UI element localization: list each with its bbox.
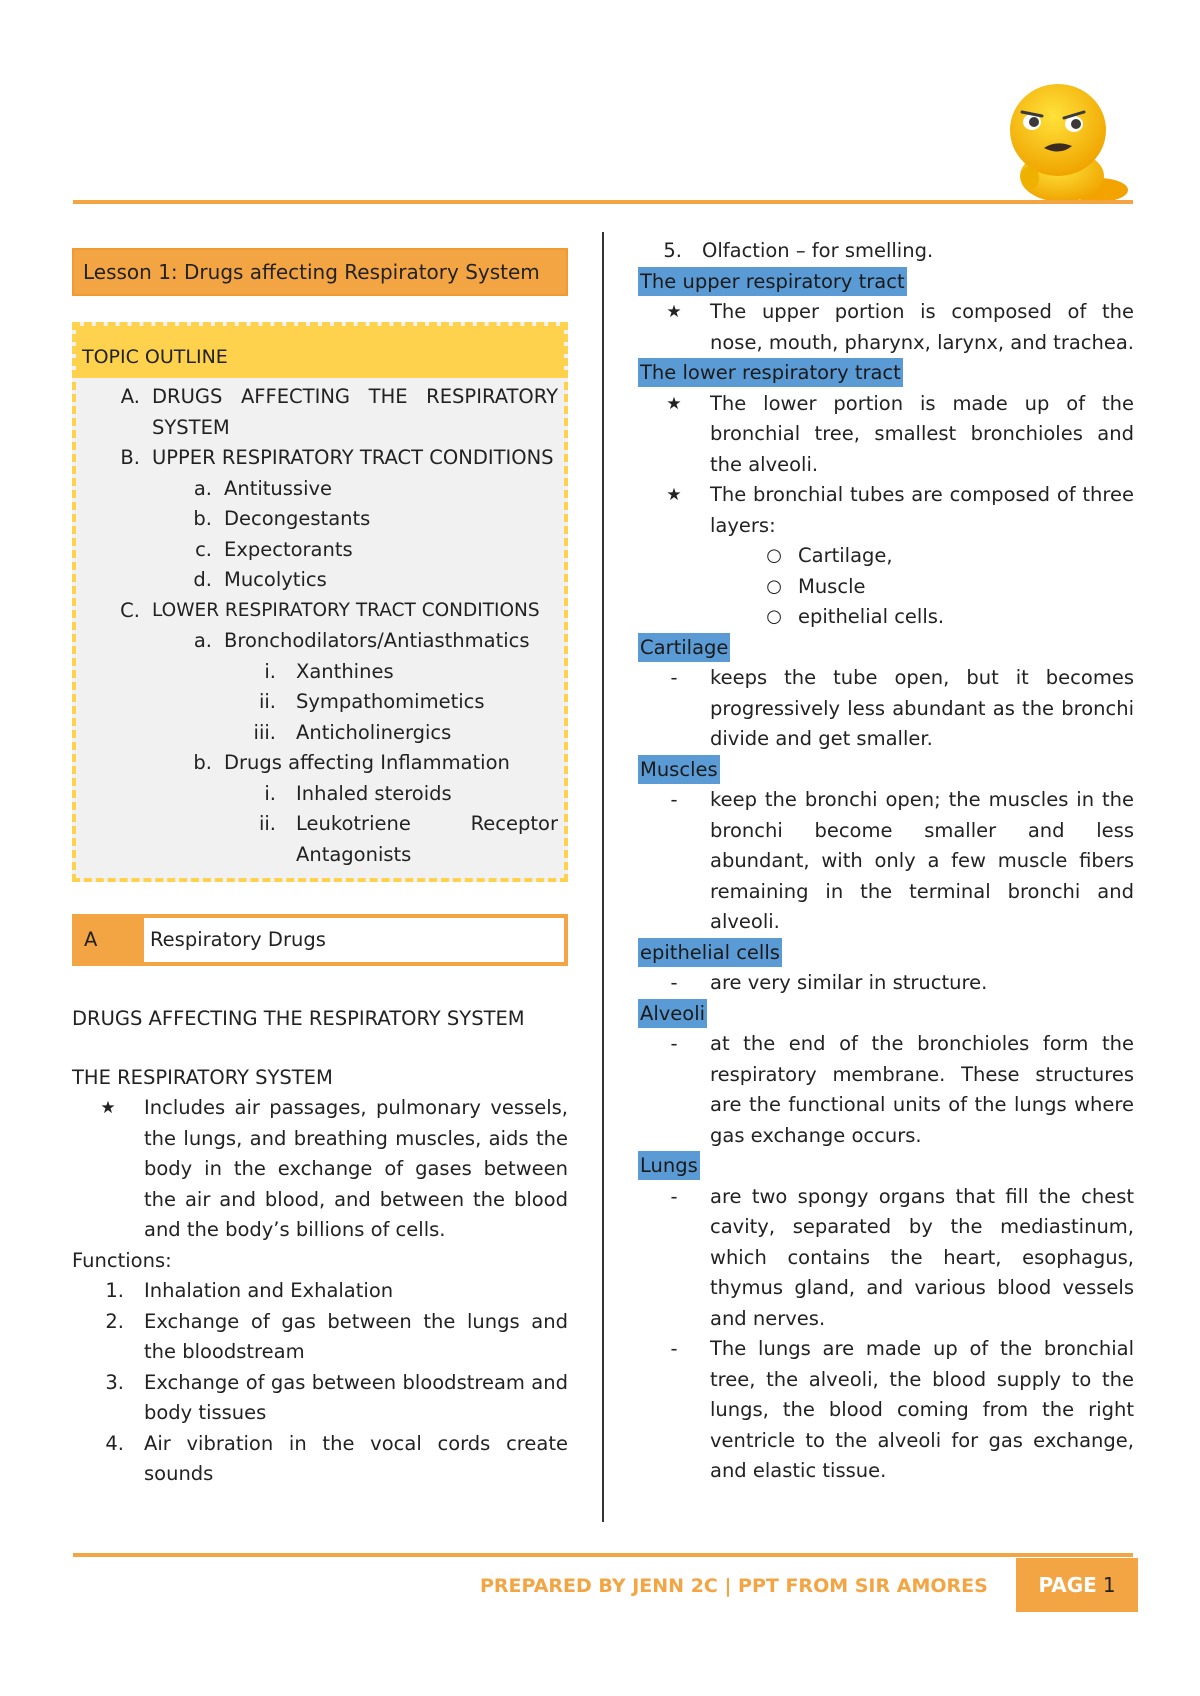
outline-item: i. Xanthines <box>264 659 394 683</box>
functions-label: Functions: <box>72 1248 172 1272</box>
column-divider <box>602 232 604 1522</box>
page-label: PAGE <box>1038 1573 1097 1597</box>
outline-item: A. DRUGS AFFECTING THE RESPIRATORY SYSTEM <box>120 385 558 439</box>
heading-drugs-respiratory: DRUGS AFFECTING THE RESPIRATORY SYSTEM <box>72 1007 525 1030</box>
dash-item: - keeps the tube open, but it becomes progressively less abundant as the bronchi divide and get smaller. <box>638 663 1134 755</box>
topic-outline <box>72 322 568 882</box>
dash-icon: - <box>670 971 678 994</box>
star-icon: ★ <box>666 485 682 505</box>
dash-item: - keep the bronchi open; the muscles in the bronchi become smaller and less abundant, with only a few muscle fibers remaining in the terminal bronchi and alveoli. <box>638 785 1134 938</box>
star-icon: ★ <box>666 302 682 322</box>
dash-item: - The lungs are made up of the bronchial tree, the alveoli, the blood supply to the lungs, the blood coming from the right ventricle to the alveoli for gas exchange, and elastic tissue. <box>638 1334 1134 1487</box>
dash-icon: - <box>670 1184 678 1208</box>
outline-item: C. LOWER RESPIRATORY TRACT CONDITIONS <box>120 598 540 622</box>
label-upper-tract: The upper respiratory tract <box>638 267 907 296</box>
circle-icon: ○ <box>766 545 782 566</box>
outline-list <box>76 378 564 878</box>
dash-icon: - <box>670 788 678 811</box>
left-column <box>72 240 568 1490</box>
outline-item: B. UPPER RESPIRATORY TRACT CONDITIONS <box>120 446 554 469</box>
page-indicator <box>1016 1558 1138 1612</box>
mascot-icon <box>1000 78 1135 203</box>
dash-item: - at the end of the bronchioles form the respiratory membrane. These structures are the functional units of the lungs where gas exchange occurs. <box>638 1029 1134 1151</box>
lesson-title-box <box>72 248 568 296</box>
section-title: Respiratory Drugs <box>144 918 326 962</box>
outline-item: d. Mucolytics <box>193 568 327 591</box>
circle-icon: ○ <box>766 575 782 597</box>
page-number: 1 <box>1102 1573 1116 1597</box>
dash-icon: - <box>670 1032 678 1055</box>
dash-item: - are two spongy organs that fill the chest cavity, separated by the mediastinum, which contains the heart, esophagus, thymus gland, and various blood vessels and nerves. <box>638 1182 1134 1335</box>
outline-item: i. Inhaled steroids <box>264 781 452 805</box>
heading-respiratory-system: THE RESPIRATORY SYSTEM <box>72 1065 333 1089</box>
star-icon: ★ <box>666 393 682 414</box>
label-epithelial: epithelial cells <box>638 938 782 967</box>
bullet-item: ★ The lower portion is made up of the bronchial tree, smallest bronchioles and the alveoli. <box>638 389 1134 481</box>
outline-item: a. Antitussive <box>193 476 333 500</box>
star-icon: ★ <box>100 1098 116 1118</box>
function-item: 3. Exchange of gas between bloodstream and body tissues <box>105 1370 568 1424</box>
footer-credit: PREPARED BY JENN 2C | PPT FROM SIR AMORES <box>480 1575 988 1597</box>
section-header <box>72 914 568 966</box>
layer-item: ○ epithelial cells. <box>638 602 1134 633</box>
layer-item: ○ Muscle <box>638 572 1134 603</box>
lesson-title: Lesson 1: Drugs affecting Respiratory System <box>83 259 540 284</box>
bullet-item: ★ The upper portion is composed of the nose, mouth, pharynx, larynx, and trachea. <box>638 297 1134 358</box>
dash-item: - are very similar in structure. <box>638 968 1134 999</box>
dash-icon: - <box>670 666 678 689</box>
label-alveoli: Alveoli <box>638 999 707 1028</box>
section-letter: A <box>76 918 144 962</box>
outline-item: b. Decongestants <box>193 507 371 530</box>
right-column <box>638 236 1134 1487</box>
outline-item: ii. Sympathomimetics <box>258 690 485 713</box>
label-lower-tract: The lower respiratory tract <box>638 358 903 387</box>
function-item: 4. Air vibration in the vocal cords create sounds <box>105 1431 568 1485</box>
circle-icon: ○ <box>766 606 782 627</box>
dash-icon: - <box>670 1337 678 1360</box>
function-item: 1. Inhalation and Exhalation <box>105 1279 394 1302</box>
header-rule <box>73 200 1133 204</box>
outline-item: b. Drugs affecting Inflammation <box>193 751 510 774</box>
outline-item: c. Expectorants <box>195 537 353 561</box>
bullet-item: ★ The bronchial tubes are composed of three layers: <box>638 480 1134 541</box>
label-cartilage: Cartilage <box>638 633 730 662</box>
function-item: 5. Olfaction – for smelling. <box>663 239 934 262</box>
label-muscles: Muscles <box>638 755 720 784</box>
function-item: 2. Exchange of gas between the lungs and the bloodstream <box>105 1309 568 1363</box>
label-lungs: Lungs <box>638 1151 700 1180</box>
layer-item: ○ Cartilage, <box>638 541 1134 572</box>
outline-item: a. Bronchodilators/Antiasthmatics <box>193 629 530 652</box>
bullet-item: ★ Includes air passages, pulmonary vessels, the lungs, and breathing muscles, aids the body in the exchange of gases between the air and blood, and between the blood and the body’s billions of cells. <box>72 1093 568 1246</box>
outline-title: TOPIC OUTLINE <box>76 326 564 378</box>
outline-item: ii. Leukotriene Receptor Antagonists <box>258 812 558 866</box>
footer-rule <box>73 1553 1133 1557</box>
outline-item: iii. Anticholinergics <box>253 720 452 744</box>
